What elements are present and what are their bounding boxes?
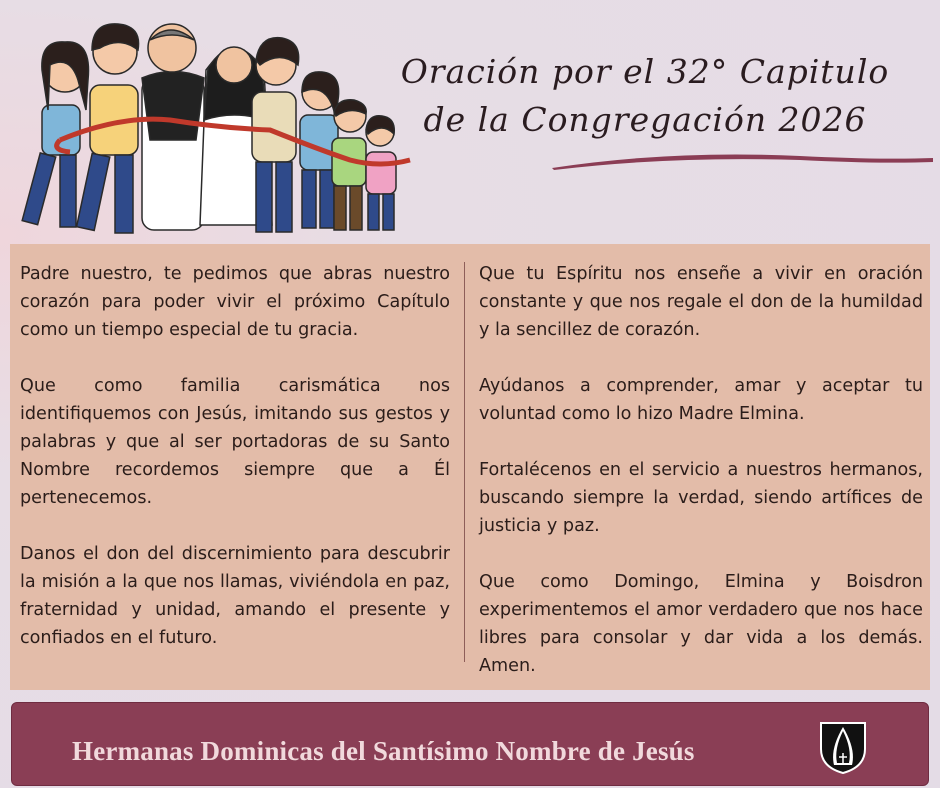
footer-text: Hermanas Dominicas del Santísimo Nombre de Jesús (72, 736, 695, 766)
family-procession-illustration (20, 10, 420, 245)
footer-banner (11, 702, 929, 786)
congregation-shield-logo (818, 719, 868, 775)
title-line-1: Oración por el 32° Capitulo (400, 52, 890, 91)
prayer-paragraph: Que como Domingo, Elmina y Boisdron experimentemos el amor verdadero que nos hace libres para consolar y dar vida a los demás. Amen. (479, 572, 923, 676)
page-title (375, 48, 915, 144)
prayer-paragraph: Padre nuestro, te pedimos que abras nuestro corazón para poder vivir el próximo Capítulo como un tiempo especial de tu gracia. (20, 264, 450, 340)
prayer-left-column (20, 260, 450, 680)
prayer-paragraph: Ayúdanos a comprender, amar y aceptar tu voluntad como lo hizo Madre Elmina. (479, 376, 923, 424)
decorative-swoosh (550, 148, 935, 178)
column-divider (464, 262, 465, 662)
prayer-right-column (479, 260, 923, 708)
prayer-paragraph: Fortalécenos en el servicio a nuestros hermanos, buscando siempre la verdad, siendo artífices de justicia y paz. (479, 460, 923, 536)
prayer-paragraph: Que tu Espíritu nos enseñe a vivir en oración constante y que nos regale el don de la humildad y la sencillez de corazón. (479, 264, 923, 340)
prayer-paragraph: Que como familia carismática nos identifiquemos con Jesús, imitando sus gestos y palabras y que al ser portadoras de su Santo Nombre recordemos siempre que a Él pertenecemos. (20, 376, 450, 508)
prayer-paragraph: Danos el don del discernimiento para descubrir la misión a la que nos llamas, viviéndola en paz, fraternidad y unidad, amando el presente y confiados en el futuro. (20, 544, 450, 648)
title-line-2: de la Congregación 2026 (423, 100, 867, 139)
prayer-panel (10, 244, 930, 690)
